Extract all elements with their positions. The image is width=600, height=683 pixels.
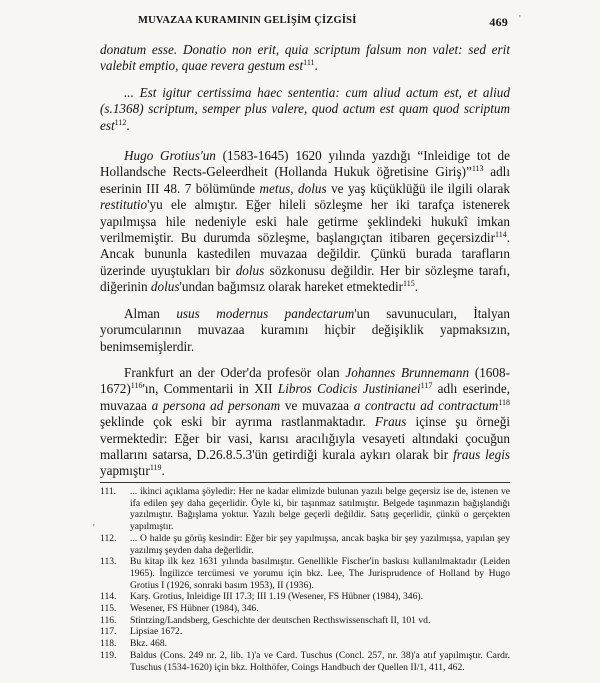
text-run: 'yu ele almıştır. Eğer hileli sözleşme her iki tarafça istenerek yapılmışsa hile nedeniyle eski hale getirme şeklindeki hukukî imkan verilmemiştir. Bu durumda sözleşme, başlangıçtan itibaren geçersizdir bbox=[100, 197, 510, 246]
paragraph bbox=[100, 148, 510, 296]
footnote bbox=[100, 650, 510, 673]
footnote bbox=[100, 533, 510, 556]
footnote bbox=[100, 615, 510, 627]
text-run: Johannes Brunnemann bbox=[345, 364, 470, 380]
footnote-number: 114. bbox=[100, 591, 117, 603]
text-run: a contractu ad contractum bbox=[353, 397, 499, 413]
footnote-number: 112. bbox=[100, 532, 117, 544]
footnote-text: Baldus (Cons. 249 nr. 2, lib. 1)'a ve Card. Tuschus (Concl. 257, nr. 38)'a atıf yapılmıştır. Cardr. Tuschus (1534-1620) için bkz. Holthöfer, Coings Handbuch der Quellen II/1, 411, 462. bbox=[130, 649, 510, 673]
text-run: (1583-1645) 1620 yılında yazdığı “Inleidige tot de Hollandsche Rects-Geleerdheit (Hollanda Hukuk öğretisine Giriş)” bbox=[100, 148, 510, 180]
text-run: dolus bbox=[150, 279, 180, 295]
footnote bbox=[100, 591, 510, 603]
paragraph bbox=[100, 365, 510, 480]
footnote-ref[interactable]: 116 bbox=[130, 381, 143, 391]
text-run: içinse şu örneği vermektedir: Eğer bir vasi, karısı aracılığıyla vesayeti altındaki çocuğun mallarını satarsa, D.26.8.5.3'ün getirdiği kurala aykırı olarak bir bbox=[100, 414, 510, 462]
footnote-number: 117. bbox=[100, 626, 117, 638]
text-run: adlı eserinin III 48. 7 bölümünde bbox=[100, 164, 510, 196]
running-header bbox=[100, 15, 508, 33]
text-run: şeklinde çok eski bir ayrıma rastlanmaktadır. bbox=[100, 414, 375, 430]
text-run: Alman bbox=[124, 305, 177, 321]
footnote-number: 111. bbox=[100, 486, 117, 497]
text-run: ve muvazaa bbox=[280, 397, 354, 413]
footnote-number: 113. bbox=[100, 556, 117, 568]
text-run: 'ın, Commentarii in XII bbox=[142, 381, 278, 397]
text-run: . bbox=[126, 117, 130, 133]
text-run: donatum esse. Donatio non erit, quia scriptum falsum non valet: sed erit valebit emptio, quae revera gestum est bbox=[100, 42, 510, 74]
text-run: restitutio bbox=[100, 197, 148, 213]
text-run: fraus legis bbox=[453, 446, 510, 462]
running-title: MUVAZAA KURAMININ GELİŞİM ÇİZGİSİ bbox=[138, 15, 357, 26]
text-run: yapmıştır bbox=[100, 463, 150, 479]
footnote-ref[interactable]: 112 bbox=[114, 117, 127, 127]
footnote bbox=[100, 556, 510, 591]
footnote-ref[interactable]: 113 bbox=[471, 164, 484, 174]
footnote-ref[interactable]: 111 bbox=[303, 58, 315, 68]
paragraph bbox=[100, 306, 510, 355]
margin-mark: ' bbox=[93, 523, 95, 534]
footnote bbox=[100, 626, 510, 638]
footnote-number: 116. bbox=[100, 614, 117, 626]
footnote-text: Stintzing/Landsberg, Geschichte der deutschen Recthswissenschaft II, 101 vd. bbox=[130, 614, 431, 626]
footnote-ref[interactable]: 118 bbox=[498, 397, 511, 407]
text-run: . bbox=[314, 58, 318, 74]
text-run: Hugo Grotius'un bbox=[124, 148, 216, 164]
text-run: . bbox=[161, 463, 165, 479]
footnote bbox=[100, 638, 510, 650]
text-run: usus modernus pandectarum bbox=[176, 305, 355, 321]
footnote-text: Bu kitap ilk kez 1631 yılında basılmıştır. Genellikle Fischer'in baskısı kullanılmaktadır (Leiden 1965). İngilizce tercümesi ve yorumu için bkz. Lee, The Jurisprudence of Holland by Hugo Grotius I (1926, sonraki basım 1953), II (1936). bbox=[130, 556, 510, 591]
paragraph bbox=[100, 85, 510, 134]
text-run: metus, dolus bbox=[259, 180, 327, 196]
footnote-text: ... ikinci açıklama şöyledir: Her ne kadar elimizde bulunan yazılı belge geçersiz ise de, istenen ve ifa edilen şey daha geçerlidir. Öyle ki, bir taşınmaz satılmıştır. Belgede taşınmazın bağışlandığı yazılmıştır. Bağışlama yoktur. Yazılı belge geçerli değildir. Satış geçerlidir, çünkü o gerçekten yapılmıştır. bbox=[130, 486, 510, 533]
footnote-ref[interactable]: 114 bbox=[495, 230, 507, 240]
text-run: 'undan bağımsız olarak hareket etmektedir bbox=[179, 279, 404, 295]
footnote-number: 118. bbox=[100, 638, 117, 650]
footnote bbox=[100, 486, 510, 533]
text-run: Frankfurt an der Oder'da profesör olan bbox=[124, 364, 346, 380]
paragraph bbox=[100, 42, 510, 75]
footnote-text: Bkz. 468. bbox=[130, 638, 168, 650]
text-run: . Ancak bununla kastedilen muvazaa değildir. Çünkü burada tarafların üzerinde uyuştukları bir bbox=[100, 230, 510, 278]
footnotes bbox=[100, 486, 510, 673]
footnote-text: ... O halde şu görüş kesindir: Eğer bir şey yapılmışsa, ancak başka bir şey yazılmışsa, yapılan şey yazılmış şeyden daha değerlidir. bbox=[130, 532, 510, 556]
text-run: Fraus bbox=[374, 414, 407, 430]
text-run: dolus bbox=[235, 262, 265, 278]
footnote-number: 115. bbox=[100, 603, 117, 615]
footnote-text: Lipsiae 1672. bbox=[130, 626, 183, 638]
text-run: a persona ad personam bbox=[151, 397, 281, 413]
footnote-ref[interactable]: 119 bbox=[149, 463, 162, 473]
text-run: ve yaş küçüklüğü ile ilgili olarak bbox=[326, 180, 511, 196]
footnote-separator bbox=[100, 482, 510, 483]
text-run: . bbox=[414, 279, 419, 295]
margin-mark: ' bbox=[519, 14, 521, 25]
footnote-ref[interactable]: 115 bbox=[403, 279, 415, 289]
footnote bbox=[100, 603, 510, 615]
footnote-ref[interactable]: 117 bbox=[420, 381, 433, 391]
text-run: sözkonusu değildir. Her bir sözleşme tarafı, diğerinin bbox=[100, 262, 510, 295]
footnote-text: Wesener, FS Hübner (1984), 346. bbox=[130, 603, 259, 615]
page-number: 469 bbox=[489, 15, 508, 29]
text-run: (1608-1672) bbox=[100, 364, 510, 397]
footnote-text: Karş. Grotius, Inleidige III 17.3; III 1.19 (Wesener, FS Hübner (1984), 346). bbox=[130, 591, 423, 603]
text-run: Libros Codicis Justinianei bbox=[277, 381, 421, 397]
text-run: 'un savunucuları, İtalyan yorumcularının muvazaa kuramını hiçbir değişiklik yapmaksızın, benimsemişlerdir. bbox=[100, 305, 510, 354]
footnote-number: 119. bbox=[100, 649, 117, 661]
text-run: ... Est igitur certissima haec sententia: cum aliud actum est, et aliud (s.1368) scriptum, semper plus valere, quod actum est quam quod scriptum est bbox=[100, 84, 510, 133]
text-run: adlı eserinde, muvazaa bbox=[100, 381, 510, 413]
body-text bbox=[100, 42, 510, 490]
